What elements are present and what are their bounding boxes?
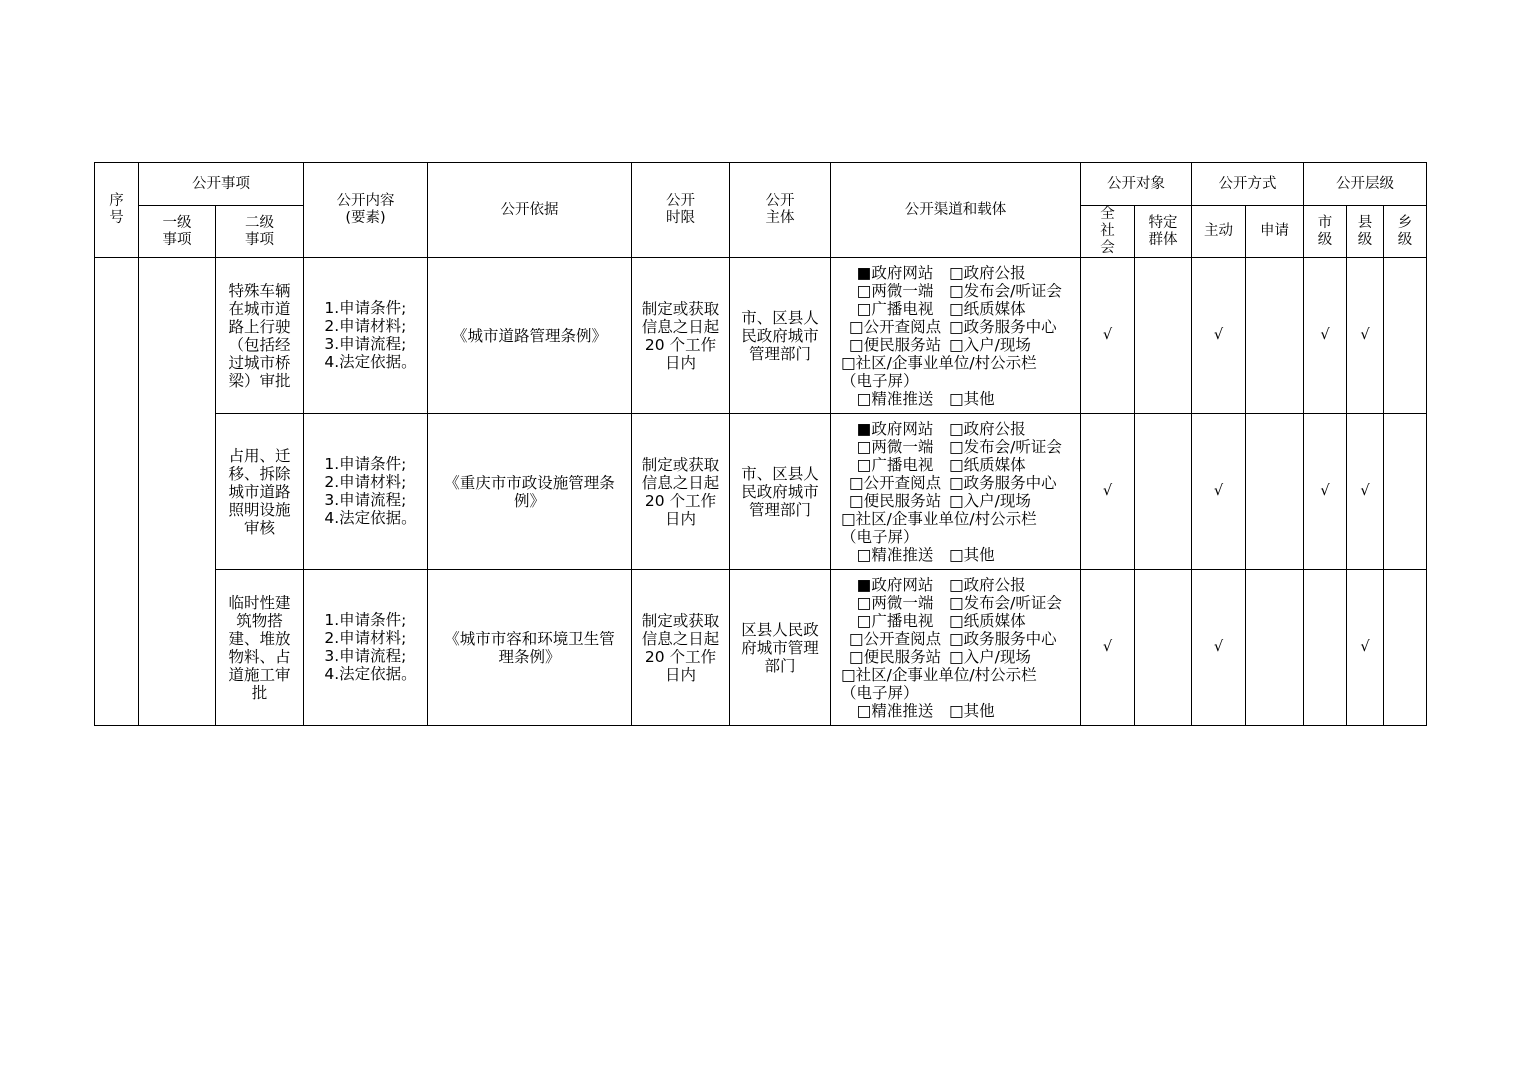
method-active-check: √ xyxy=(1192,570,1246,726)
level2-cell: 特殊车辆在城市道路上行驶（包括经过城市桥梁）审批 xyxy=(216,258,304,414)
method-apply-check xyxy=(1246,570,1304,726)
basis-cell: 《重庆市市政设施管理条例》 xyxy=(428,414,632,570)
channel-cell: ■政府网站 □政府公报 □两微一端 □发布会/听证会 □广播电视 □纸质媒体 □公开查阅点 □政务服务中心 □便民服务站 □入户/现场 □社区/企事业单位/村公示栏 （电子屏） □精准推送 □其他 xyxy=(831,258,1081,414)
basis-cell: 《城市市容和环境卫生管理条例》 xyxy=(428,570,632,726)
header-basis: 公开依据 xyxy=(428,163,632,258)
method-active-check: √ xyxy=(1192,414,1246,570)
level1-cell xyxy=(139,258,216,726)
header-method-active: 主动 xyxy=(1192,206,1246,258)
channel-cell: ■政府网站 □政府公报 □两微一端 □发布会/听证会 □广播电视 □纸质媒体 □公开查阅点 □政务服务中心 □便民服务站 □入户/现场 □社区/企事业单位/村公示栏 （电子屏） □精准推送 □其他 xyxy=(831,570,1081,726)
level2-cell: 临时性建筑物搭建、堆放物料、占道施工审批 xyxy=(216,570,304,726)
level-city-check xyxy=(1304,570,1347,726)
target-all-check: √ xyxy=(1081,414,1135,570)
subject-cell: 区县人民政府城市管理部门 xyxy=(730,570,831,726)
header-level1: 一级事项 xyxy=(139,206,216,258)
level-town-check xyxy=(1384,570,1427,726)
limit-cell: 制定或获取信息之日起 20 个工作日内 xyxy=(632,570,730,726)
target-special-check xyxy=(1135,258,1192,414)
header-channel: 公开渠道和载体 xyxy=(831,163,1081,258)
basis-cell: 《城市道路管理条例》 xyxy=(428,258,632,414)
header-level-city: 市级 xyxy=(1304,206,1347,258)
disclosure-table xyxy=(94,162,1427,726)
header-level2: 二级事项 xyxy=(216,206,304,258)
header-level-town: 乡级 xyxy=(1384,206,1427,258)
seq-cell xyxy=(95,258,139,726)
level-town-check xyxy=(1384,258,1427,414)
table-row xyxy=(95,258,1427,414)
target-all-check: √ xyxy=(1081,570,1135,726)
target-special-check xyxy=(1135,570,1192,726)
header-target-all: 全社会 xyxy=(1081,206,1135,258)
header-seq: 序号 xyxy=(95,163,139,258)
content-cell: 1.申请条件; 2.申请材料; 3.申请流程; 4.法定依据。 xyxy=(304,570,428,726)
content-cell: 1.申请条件; 2.申请材料; 3.申请流程; 4.法定依据。 xyxy=(304,258,428,414)
header-content: 公开内容(要素) xyxy=(304,163,428,258)
level-town-check xyxy=(1384,414,1427,570)
method-apply-check xyxy=(1246,414,1304,570)
level-city-check: √ xyxy=(1304,258,1347,414)
content-cell: 1.申请条件; 2.申请材料; 3.申请流程; 4.法定依据。 xyxy=(304,414,428,570)
header-level: 公开层级 xyxy=(1304,163,1427,206)
table-row xyxy=(95,414,1427,570)
target-all-check: √ xyxy=(1081,258,1135,414)
method-apply-check xyxy=(1246,258,1304,414)
level2-cell: 占用、迁移、拆除城市道路照明设施审核 xyxy=(216,414,304,570)
header-item: 公开事项 xyxy=(139,163,304,206)
header-target: 公开对象 xyxy=(1081,163,1192,206)
limit-cell: 制定或获取信息之日起 20 个工作日内 xyxy=(632,258,730,414)
table-row xyxy=(95,570,1427,726)
header-target-special: 特定群体 xyxy=(1135,206,1192,258)
limit-cell: 制定或获取信息之日起 20 个工作日内 xyxy=(632,414,730,570)
level-city-check: √ xyxy=(1304,414,1347,570)
level-county-check: √ xyxy=(1347,258,1384,414)
channel-cell: ■政府网站 □政府公报 □两微一端 □发布会/听证会 □广播电视 □纸质媒体 □公开查阅点 □政务服务中心 □便民服务站 □入户/现场 □社区/企事业单位/村公示栏 （电子屏） □精准推送 □其他 xyxy=(831,414,1081,570)
subject-cell: 市、区县人民政府城市管理部门 xyxy=(730,258,831,414)
method-active-check: √ xyxy=(1192,258,1246,414)
header-subject: 公开主体 xyxy=(730,163,831,258)
subject-cell: 市、区县人民政府城市管理部门 xyxy=(730,414,831,570)
level-county-check: √ xyxy=(1347,414,1384,570)
header-level-county: 县级 xyxy=(1347,206,1384,258)
header-method: 公开方式 xyxy=(1192,163,1304,206)
level-county-check: √ xyxy=(1347,570,1384,726)
target-special-check xyxy=(1135,414,1192,570)
header-limit: 公开时限 xyxy=(632,163,730,258)
header-method-apply: 申请 xyxy=(1246,206,1304,258)
